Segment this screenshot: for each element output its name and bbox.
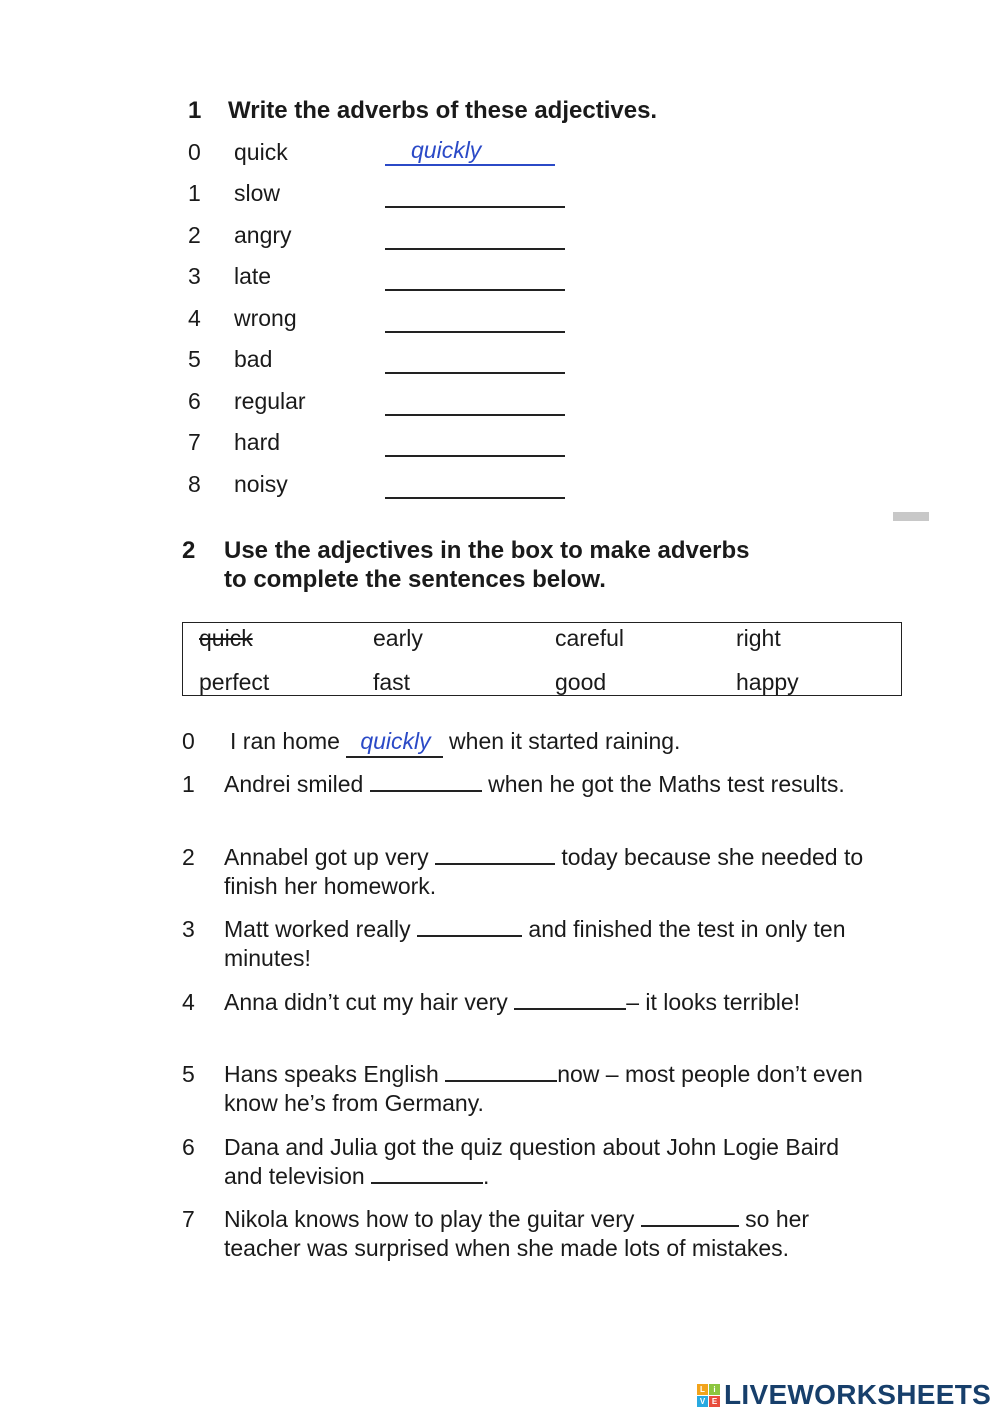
ex1-answer-blank[interactable] [385,455,565,457]
sentence-after: when he got the Maths test results. [481,771,845,797]
sentence-text [224,1133,864,1191]
box-word: good [555,669,607,695]
ex1-adjective: hard [234,429,281,455]
sentence-number: 7 [182,1206,195,1232]
sentence-blank[interactable] [445,1060,557,1082]
logo-mark-letter: E [709,1396,720,1407]
sentence-before: Annabel got up very [224,844,435,870]
sentence-before: Anna didn’t cut my hair very [224,989,515,1015]
sentence-text [224,1060,884,1118]
sentence-after: and finished the test in only ten minutes! [224,916,846,971]
ex1-answer-blank[interactable] [385,497,565,499]
sentence-text [224,843,884,901]
sentence-text [224,770,864,799]
sentence-after: now – most people don’t even know he’s from Germany. [224,1061,863,1116]
ex1-number: 1 [188,180,201,206]
exercise2-heading [182,536,750,593]
sentence-before: Andrei smiled [224,771,370,797]
sentence-blank[interactable] [370,770,482,792]
sentence-text [230,727,890,758]
sentence-after: . [483,1163,490,1189]
sentence-blank[interactable] [435,843,555,865]
sentence-blank[interactable] [417,915,522,937]
sentence-blank[interactable] [371,1162,483,1184]
sentence-after: when it started raining. [442,728,681,754]
ex1-adjective: angry [234,222,292,248]
ex1-number: 3 [188,263,201,289]
ex1-answer-blank[interactable] [385,206,565,208]
sentence-after: today because she needed to finish her homework. [224,844,864,899]
ex1-answer-blank[interactable] [385,372,565,374]
box-word: careful [555,625,625,651]
box-word: perfect [199,669,270,695]
sentence-after: so her teacher was surprised when she made lots of mistakes. [224,1206,810,1261]
sentence-text [224,1205,884,1263]
sentence-before: Nikola knows how to play the guitar very [224,1206,641,1232]
ex1-number: 2 [188,222,201,248]
sentence-number: 0 [182,728,195,754]
ex1-number: 5 [188,346,201,372]
sentence-blank[interactable] [514,988,626,1010]
logo-mark-letter: i [709,1384,720,1395]
ex1-number: 4 [188,305,201,331]
word-box [182,622,902,696]
exercise1-heading [188,97,657,125]
sentence-number: 4 [182,989,195,1015]
gray-marker [893,512,929,521]
box-word: right [736,625,781,651]
ex1-number: 8 [188,471,201,497]
ex1-answer-blank[interactable] [385,331,565,333]
logo-mark-letter: V [697,1396,708,1407]
ex1-adjective: regular [234,388,306,414]
ex1-adjective: noisy [234,471,288,497]
sentence-before: Hans speaks English [224,1061,446,1087]
ex1-number: 0 [188,139,201,165]
exercise1-number: 1 [188,97,202,124]
sentence-before: Dana and Julia got the quiz question about John Logie Baird and television [224,1134,840,1189]
ex1-adjective: bad [234,346,273,372]
ex1-adjective: wrong [234,305,297,331]
box-word: happy [736,669,799,695]
exercise2-title-line1: Use the adjectives in the box to make adverbs [224,537,750,564]
sentence-number: 1 [182,771,195,797]
ex1-answer-blank[interactable] [385,289,565,291]
exercise2-number: 2 [182,537,196,564]
sentence-text [224,915,864,973]
sentence-number: 2 [182,844,195,870]
ex1-answer-blank[interactable] [385,414,565,416]
logo-text: LIVEWORKSHEETS [724,1379,992,1410]
box-word: fast [373,669,411,695]
ex1-answer-blank[interactable] [385,248,565,250]
ex1-adjective: quick [234,139,288,165]
liveworksheets-logo[interactable] [697,1378,991,1412]
exercise1-title: Write the adverbs of these adjectives. [228,97,658,124]
sentence-blank[interactable] [641,1205,739,1227]
ex1-answer-example: quickly [385,137,555,166]
exercise2-title-line2: to complete the sentences below. [224,566,606,593]
sentence-after: – it looks terrible! [626,989,801,1015]
box-word: early [373,625,423,651]
sentence-number: 3 [182,916,195,942]
ex1-number: 6 [188,388,201,414]
logo-icon [697,1384,720,1407]
sentence-before: Matt worked really [224,916,418,942]
box-word-crossed: quick [199,625,253,651]
sentence-answer-example: quickly [346,727,442,758]
ex1-adjective: slow [234,180,281,206]
sentence-number: 6 [182,1134,195,1160]
ex1-adjective: late [234,263,272,289]
sentence-number: 5 [182,1061,195,1087]
sentence-before: I ran home [230,728,347,754]
ex1-number: 7 [188,429,201,455]
logo-mark-letter: L [697,1384,708,1395]
sentence-text [224,988,844,1017]
